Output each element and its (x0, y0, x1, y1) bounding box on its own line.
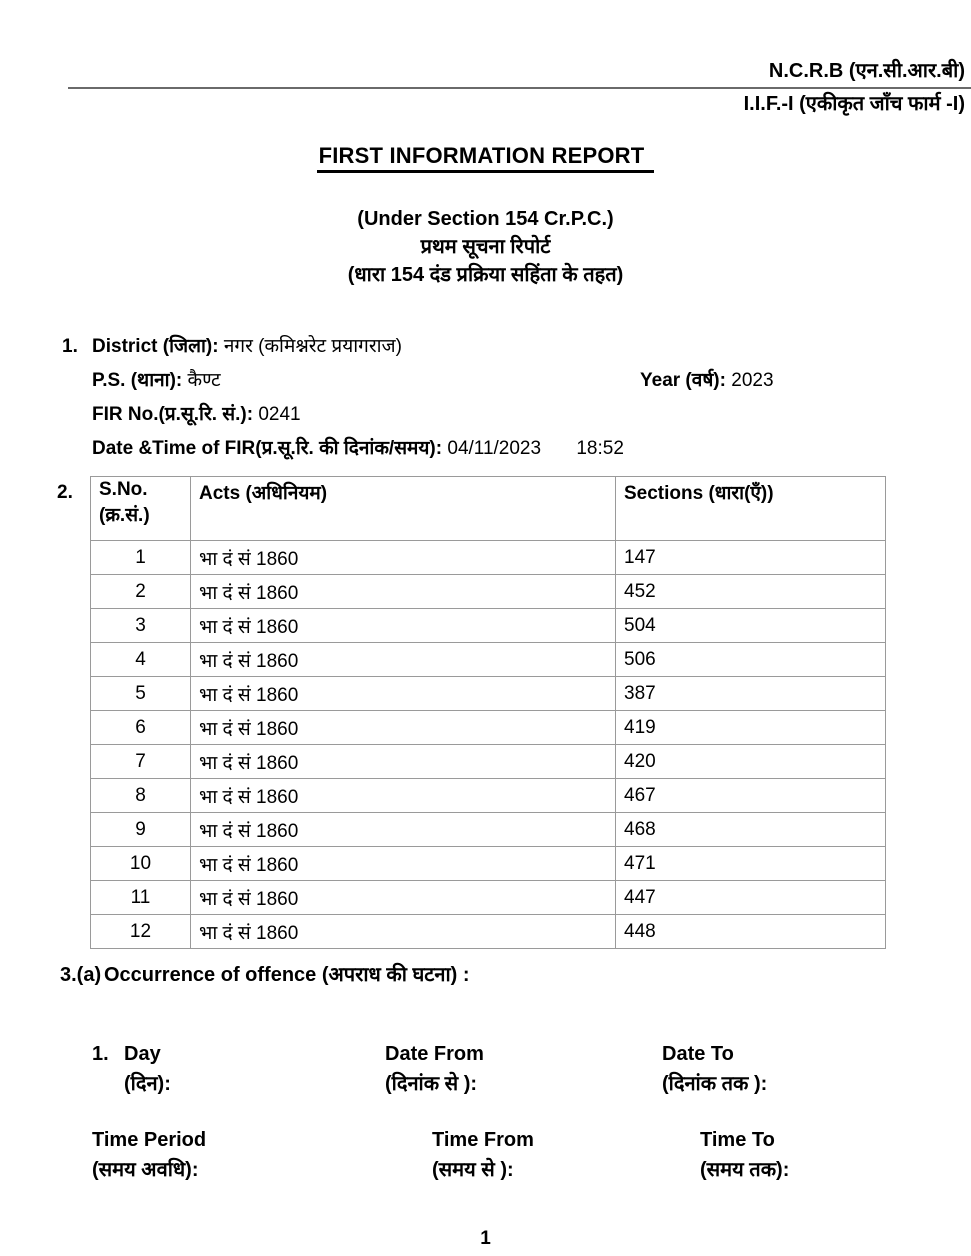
ps-label: P.S. (थाना): (92, 370, 183, 391)
row-sno-cell: 5 (91, 677, 191, 711)
row-section-cell: 506 (616, 643, 886, 677)
date-from-label-hi: (दिनांक से ): (385, 1073, 478, 1095)
date-from-field (385, 1039, 662, 1099)
row-act-cell: भा दं सं 1860 (191, 915, 616, 949)
subtitle-block (0, 205, 971, 289)
section-3a-heading-line (0, 961, 971, 989)
row-section-cell: 447 (616, 881, 886, 915)
day-label-en: Day (124, 1043, 161, 1065)
row-section-cell: 468 (616, 813, 886, 847)
row-section-cell: 419 (616, 711, 886, 745)
occurrence-row-2 (0, 1125, 971, 1185)
table-row (91, 609, 886, 643)
occurrence-row-1 (0, 1039, 971, 1099)
time-to-label-hi: (समय तक): (700, 1159, 790, 1181)
date-to-label-en: Date To (662, 1043, 734, 1065)
date-from-label-en: Date From (385, 1043, 484, 1065)
table-row (91, 915, 886, 949)
district-label: District (जिला): (92, 336, 219, 357)
row-act-cell: भा दं सं 1860 (191, 881, 616, 915)
row-act-cell: भा दं सं 1860 (191, 677, 616, 711)
day-field (92, 1039, 385, 1099)
acts-table-body (91, 541, 886, 949)
year-value: 2023 (731, 370, 774, 391)
fir-no-line (0, 401, 971, 428)
occurrence-fields (0, 1039, 971, 1185)
fir-datetime-label: Date &Time of FIR(प्र.सू.रि. की दिनांक/समय): (92, 438, 443, 459)
day-label-hi: (दिन): (124, 1073, 171, 1095)
fir-date-value: 04/11/2023 (447, 438, 542, 459)
iif-label: I.I.F.-I (एकीकृत जाँच फार्म -I) (743, 93, 965, 115)
table-row (91, 677, 886, 711)
row-act-cell: भा दं सं 1860 (191, 847, 616, 881)
fir-time-value: 18:52 (576, 438, 624, 459)
header-divider (68, 87, 971, 89)
section-1 (0, 333, 971, 462)
acts-column-header: Acts (अधिनियम) (191, 477, 616, 541)
time-to-field (700, 1125, 789, 1185)
time-period-field (92, 1125, 432, 1185)
table-row (91, 779, 886, 813)
table-row (91, 745, 886, 779)
subtitle-hindi-section: (धारा 154 दंड प्रक्रिया सहिंता के तहत) (347, 264, 624, 286)
row-sno-cell: 1 (91, 541, 191, 575)
table-header-row (91, 477, 886, 541)
row-section-cell: 448 (616, 915, 886, 949)
row-section-cell: 467 (616, 779, 886, 813)
time-from-field (432, 1125, 700, 1185)
row-section-cell: 471 (616, 847, 886, 881)
row-sno-cell: 6 (91, 711, 191, 745)
ncrb-label: N.C.R.B (एन.सी.आर.बी) (768, 60, 965, 82)
row-section-cell: 420 (616, 745, 886, 779)
row-act-cell: भा दं सं 1860 (191, 609, 616, 643)
row-act-cell: भा दं सं 1860 (191, 711, 616, 745)
page-title: FIRST INFORMATION REPORT (317, 143, 655, 173)
year-label: Year (वर्ष): (640, 370, 726, 391)
date-to-field (662, 1039, 767, 1099)
row-sno-cell: 8 (91, 779, 191, 813)
section-1-number: 1. (62, 336, 78, 357)
row-act-cell: भा दं सं 1860 (191, 541, 616, 575)
time-period-label-hi: (समय अवधि): (92, 1159, 199, 1181)
year-group (640, 367, 774, 394)
title-block (0, 143, 971, 173)
row-act-cell: भा दं सं 1860 (191, 779, 616, 813)
section-3a-number: 3.(a) (60, 964, 102, 986)
sno-column-header (91, 477, 191, 541)
table-row (91, 575, 886, 609)
sections-column-header: Sections (धारा(एँ)) (616, 477, 886, 541)
row-section-cell: 504 (616, 609, 886, 643)
row-section-cell: 147 (616, 541, 886, 575)
section-3a-heading: Occurrence of offence (अपराध की घटना) : (104, 964, 470, 986)
time-from-label-hi: (समय से ): (432, 1159, 514, 1181)
table-row (91, 541, 886, 575)
table-row (91, 881, 886, 915)
table-row (91, 711, 886, 745)
row-section-cell: 452 (616, 575, 886, 609)
row-act-cell: भा दं सं 1860 (191, 813, 616, 847)
row-sno-cell: 2 (91, 575, 191, 609)
subtitle-hindi-title: प्रथम सूचना रिपोर्ट (420, 236, 551, 258)
row-sno-cell: 7 (91, 745, 191, 779)
document-header (0, 0, 971, 117)
table-row (91, 643, 886, 677)
table-row (91, 813, 886, 847)
table-row (91, 847, 886, 881)
row-sno-cell: 11 (91, 881, 191, 915)
row-sno-cell: 3 (91, 609, 191, 643)
ps-year-line (0, 367, 971, 394)
section-2-number: 2. (57, 482, 73, 503)
subtitle-under-section: (Under Section 154 Cr.P.C.) (357, 208, 614, 230)
acts-sections-table (90, 476, 886, 949)
district-line (0, 333, 971, 360)
row-sno-cell: 10 (91, 847, 191, 881)
section-2 (0, 476, 971, 949)
occurrence-item-number: 1. (92, 1043, 109, 1065)
date-to-label-hi: (दिनांक तक ): (662, 1073, 768, 1095)
ps-value: कैण्ट (187, 370, 221, 391)
row-act-cell: भा दं सं 1860 (191, 745, 616, 779)
sno-header-en: S.No. (99, 479, 148, 500)
time-from-label-en: Time From (432, 1129, 534, 1151)
time-period-label-en: Time Period (92, 1129, 207, 1151)
sno-header-hi: (क्र.सं.) (99, 505, 150, 526)
row-act-cell: भा दं सं 1860 (191, 643, 616, 677)
row-act-cell: भा दं सं 1860 (191, 575, 616, 609)
row-sno-cell: 9 (91, 813, 191, 847)
page-number: 1 (480, 1228, 491, 1249)
fir-datetime-line (0, 435, 971, 462)
row-section-cell: 387 (616, 677, 886, 711)
district-value: नगर (कमिश्नरेट प्रयागराज) (223, 336, 402, 357)
row-sno-cell: 4 (91, 643, 191, 677)
time-to-label-en: Time To (700, 1129, 775, 1151)
fir-no-value: 0241 (258, 404, 301, 425)
fir-no-label: FIR No.(प्र.सू.रि. सं.): (92, 404, 254, 425)
row-sno-cell: 12 (91, 915, 191, 949)
